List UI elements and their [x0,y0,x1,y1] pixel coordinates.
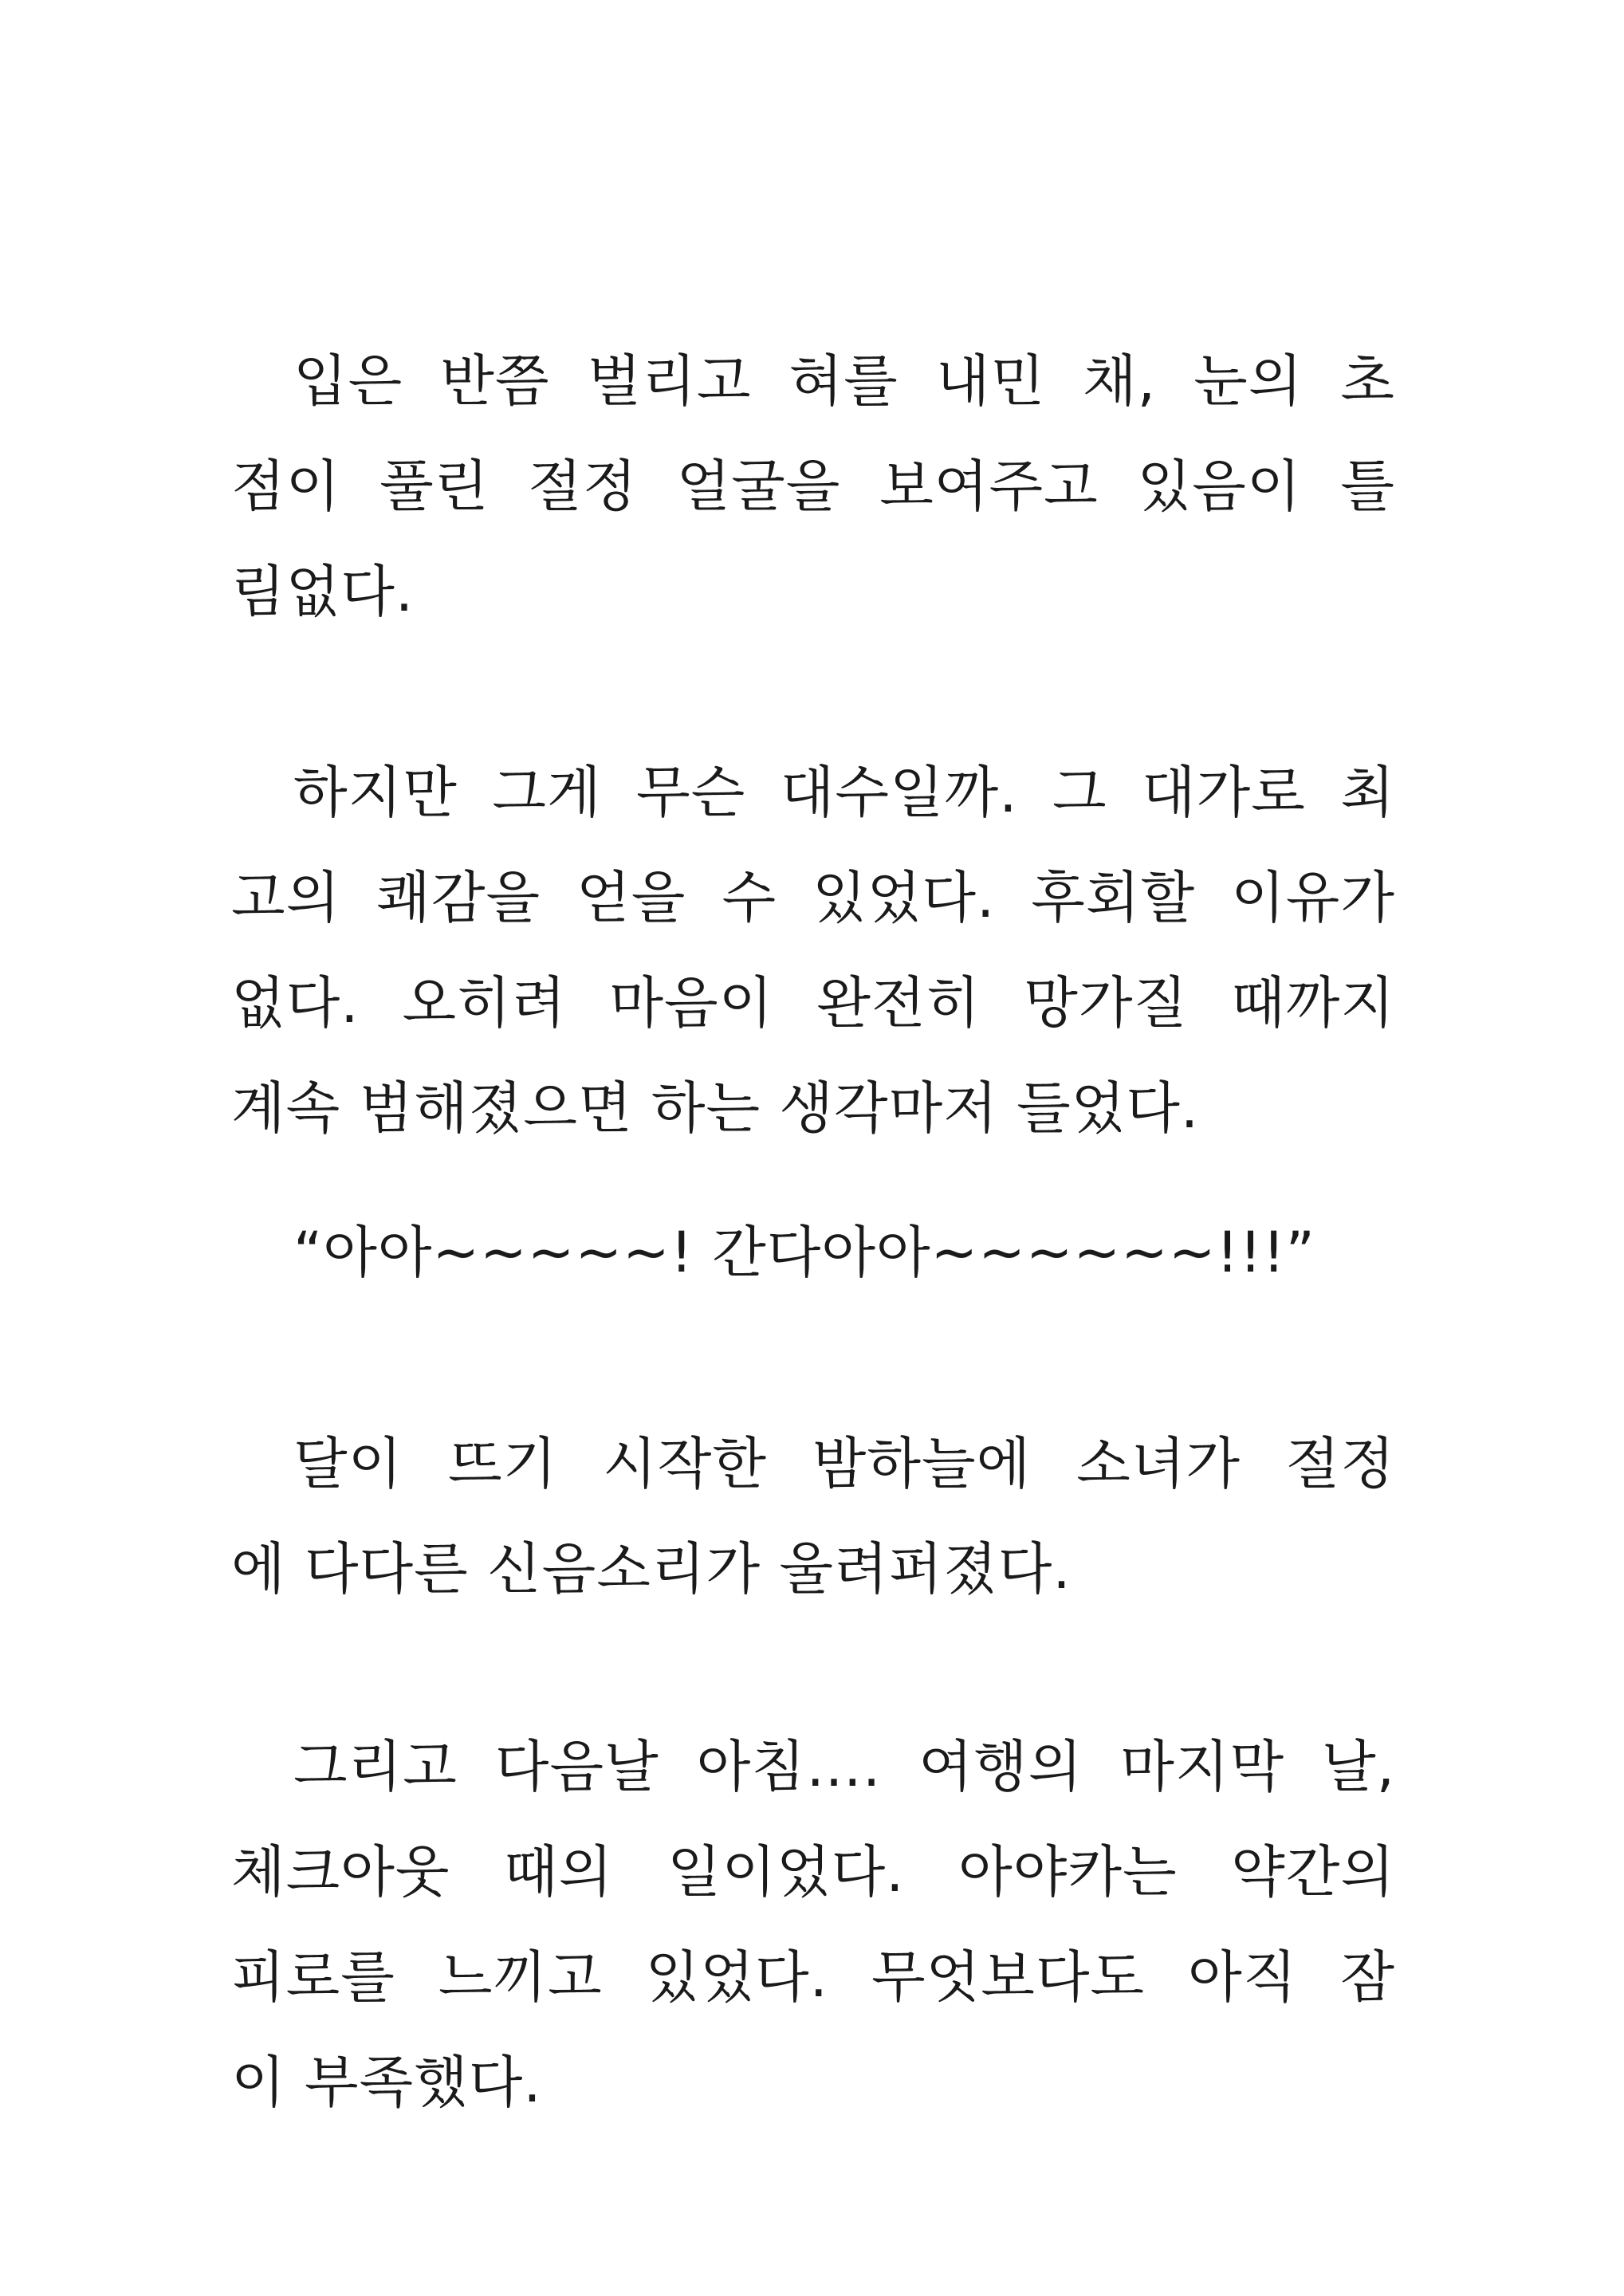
text-line: 림없다. [231,559,415,624]
paragraph-2 [231,740,1395,1161]
paragraph-1 [231,328,1395,644]
text-line: 그리고 다음날 아침…. 여행의 마지막 날, [293,1734,1395,1799]
paragraph-5 [231,1714,1395,2135]
paragraph-3-dialogue [231,1200,1395,1305]
text-line: 달이 뜨기 시작한 밤하늘에 소녀가 절정 [293,1431,1395,1496]
text-line: 계속 범해졌으면 하는 생각마저 들었다. [231,1075,1200,1141]
text-line: 이 부족했다. [231,2050,542,2115]
text-line: 없다. 오히려 마음이 완전히 망가질 때까지 [231,970,1395,1036]
text-line: 고의 쾌감을 얻을 수 있었다. 후회할 이유가 [231,865,1395,930]
paragraph-4 [231,1411,1395,1622]
text-line: 체크아웃 때의 일이었다. 아야카는 약간의 [231,1839,1395,1905]
text-line: 피로를 느끼고 있었다. 무엇보다도 아직 잠 [231,1944,1395,2010]
text-line: “아아~~~~~! 간다아아~~~~~~!!!” [293,1220,1315,1285]
text-line: 점이 풀린 절정 얼굴을 보여주고 있음이 틀 [231,454,1395,519]
text-line: 입은 반쯤 벌리고 혀를 내민 채, 눈의 초 [293,348,1395,414]
text-line: 하지만 그게 무슨 대수일까. 그 대가로 최 [293,760,1395,825]
text-line: 에 다다른 신음소리가 울려퍼졌다. [231,1536,1072,1602]
